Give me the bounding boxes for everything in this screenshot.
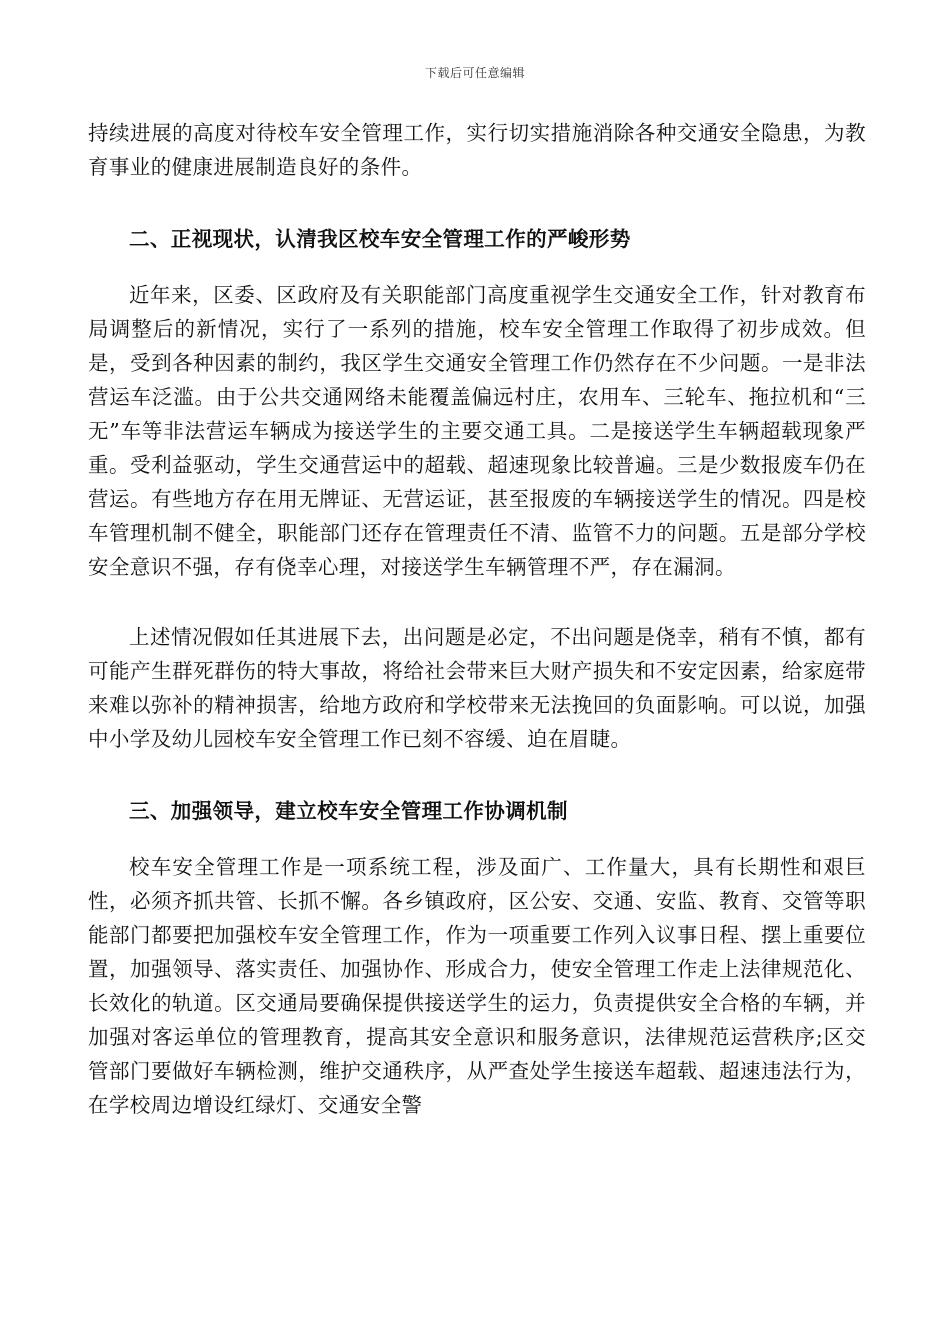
page-header: 下载后可任意编辑 (424, 66, 525, 80)
document-body (88, 116, 866, 1122)
paragraph-consequences: 上述情况假如任其进展下去，出问题是必定，不出问题是侥幸，稍有不慎，都有可能产生群死群伤的特大事故，将给社会带来巨大财产损失和不安定因素，给家庭带来难以弥补的精神损害，给地方政府和学校带来无法挽回的负面影响。可以说，加强中小学及幼儿园校车安全管理工作已刻不容缓、迫在眉睫。 (88, 625, 866, 751)
paragraph-continuation: 持续进展的高度对待校车安全管理工作，实行切实措施消除各种交通安全隐患，为教育事业的健康进展制造良好的条件。 (88, 121, 866, 179)
section-heading-2: 二、正视现状，认清我区校车安全管理工作的严峻形势 (129, 227, 631, 251)
paragraph-current-situation: 近年来，区委、区政府及有关职能部门高度重视学生交通安全工作，针对教育布局调整后的新情况，实行了一系列的措施，校车安全管理工作取得了初步成效。但是，受到各种因素的制约，我区学生交通安全管理工作仍然存在不少问题。一是非法营运车泛滥。由于公共交通网络未能覆盖偏远村庄，农用车、三轮车、拖拉机和“三无”车等非法营运车辆成为接送学生的主要交通工具。二是接送学生车辆超载现象严重。受利益驱动，学生交通营运中的超载、超速现象比较普遍。三是少数报废车仍在营运。有些地方存在用无牌证、无营运证，甚至报废的车辆接送学生的情况。四是校车管理机制不健全，职能部门还存在管理责任不清、监管不力的问题。五是部分学校安全意识不强，存有侥幸心理，对接送学生车辆管理不严，存在漏洞。 (88, 283, 866, 579)
section-heading-3: 三、加强领导，建立校车安全管理工作协调机制 (129, 799, 568, 823)
paragraph-coordination: 校车安全管理工作是一项系统工程，涉及面广、工作量大，具有长期性和艰巨性，必须齐抓共管、长抓不懈。各乡镇政府，区公安、交通、安监、教育、交管等职能部门都要把加强校车安全管理工作，作为一项重要工作列入议事日程、摆上重要位置，加强领导、落实责任、加强协作、形成合力，使安全管理工作走上法律规范化、长效化的轨道。区交通局要确保提供接送学生的运力，负责提供安全合格的车辆，并加强对客运单位的管理教育，提高其安全意识和服务意识，法律规范运营秩序;区交管部门要做好车辆检测，维护交通秩序，从严查处学生接送车超载、超速违法行为，在学校周边增设红绿灯、交通安全警 (88, 855, 866, 1117)
